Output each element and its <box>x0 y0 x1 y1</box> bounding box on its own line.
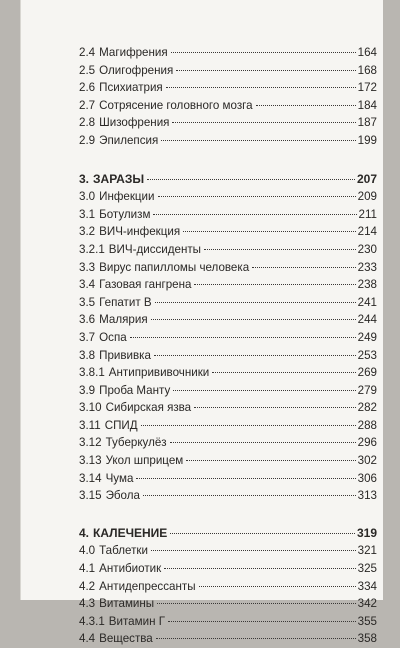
entry-number: 2.6 <box>79 81 96 95</box>
dot-leader <box>136 478 355 479</box>
entry-title: Чума <box>105 471 134 485</box>
entry-number: 3.4 <box>79 278 96 292</box>
page-number: 282 <box>357 401 377 415</box>
dot-leader <box>130 337 356 338</box>
dot-leader <box>176 70 355 71</box>
entry-title: Газовая гангрена <box>99 278 192 292</box>
dot-leader <box>173 390 355 391</box>
entry-title: Витамины <box>99 597 155 611</box>
dot-leader <box>151 319 356 320</box>
dot-leader <box>170 533 355 534</box>
entry-title: Проба Манту <box>99 383 171 397</box>
page-number: 241 <box>357 295 377 309</box>
page-number: 321 <box>357 544 377 558</box>
page-number: 214 <box>357 225 377 239</box>
toc-entry <box>79 630 377 648</box>
page-number: 279 <box>357 383 377 397</box>
toc-entry <box>79 542 377 560</box>
toc-entry <box>79 206 377 224</box>
entry-number: 4.4 <box>79 632 96 646</box>
dot-leader <box>199 586 356 587</box>
dot-leader <box>172 122 355 123</box>
entry-number: 3.0 <box>79 190 96 204</box>
toc-entry <box>79 97 377 115</box>
page-number: 358 <box>357 632 377 646</box>
entry-title: Олигофрения <box>99 63 174 77</box>
toc-entry <box>79 470 377 488</box>
toc-section <box>79 525 377 648</box>
entry-title: Антибиотик <box>99 562 162 576</box>
toc-entry <box>79 62 377 80</box>
toc-entry <box>79 452 377 470</box>
entry-title: Эпилепсия <box>99 133 159 147</box>
toc-entry <box>79 487 377 505</box>
toc-entry <box>79 114 377 132</box>
entry-number: 3.3 <box>79 260 96 274</box>
section-heading <box>79 525 377 543</box>
entry-number: 2.5 <box>79 63 96 77</box>
entry-number: 2.9 <box>79 133 96 147</box>
entry-title: ЗАРАЗЫ <box>93 171 145 186</box>
page-number: 253 <box>357 348 377 362</box>
toc-entry <box>79 595 377 613</box>
toc-entry <box>79 578 377 596</box>
entry-number: 2.8 <box>79 116 96 130</box>
page-number: 249 <box>357 330 377 344</box>
dot-leader <box>141 425 356 426</box>
entry-title: КАЛЕЧЕНИЕ <box>93 525 168 540</box>
dot-leader <box>143 495 356 496</box>
entry-number: 3.8.1 <box>79 366 105 380</box>
entry-title: Антипрививочники <box>108 366 210 380</box>
toc-entry <box>79 613 377 631</box>
toc-section <box>79 44 377 150</box>
entry-title: Оспа <box>99 330 127 344</box>
dot-leader <box>170 442 356 443</box>
toc-entry <box>79 79 377 97</box>
entry-number: 3.14 <box>79 471 102 485</box>
entry-title: Ботулизм <box>99 207 151 221</box>
page-number: 172 <box>357 81 377 95</box>
dot-leader <box>156 638 356 639</box>
page-number: 209 <box>357 190 377 204</box>
entry-title: Антидепрессанты <box>99 579 196 593</box>
toc-entry <box>79 434 377 452</box>
dot-leader <box>161 140 355 141</box>
entry-title: Шизофрения <box>99 116 170 130</box>
toc-entry <box>79 44 377 62</box>
toc-entry <box>79 132 377 150</box>
entry-number: 3.2 <box>79 225 96 239</box>
page-number: 207 <box>356 171 377 186</box>
dot-leader <box>147 179 355 180</box>
dot-leader <box>194 284 355 285</box>
dot-leader <box>194 407 356 408</box>
entry-number: 3.2.1 <box>79 242 105 256</box>
toc-entry <box>79 560 377 578</box>
dot-leader <box>212 372 355 373</box>
entry-number: 2.4 <box>79 46 96 59</box>
entry-title: Витамин Г <box>108 614 165 628</box>
entry-number: 3.12 <box>79 436 102 450</box>
entry-number: 4.1 <box>79 562 96 576</box>
toc-entry <box>79 311 377 329</box>
entry-title: Вирус папилломы человека <box>99 260 250 274</box>
entry-number: 3.5 <box>79 295 96 309</box>
entry-number: 4.3 <box>79 597 96 611</box>
entry-number: 3. <box>79 171 90 186</box>
dot-leader <box>151 550 356 551</box>
dot-leader <box>186 460 355 461</box>
page-number: 238 <box>357 278 377 292</box>
page-number: 230 <box>357 242 377 256</box>
page-number: 306 <box>357 471 377 485</box>
page-number: 296 <box>357 436 377 450</box>
entry-title: Сотрясение головного мозга <box>99 98 253 112</box>
entry-title: СПИД <box>104 418 138 432</box>
entry-title: Магифрения <box>99 46 168 59</box>
table-of-contents <box>79 44 377 648</box>
dot-leader <box>256 105 356 106</box>
entry-number: 3.1 <box>79 207 96 221</box>
toc-entry <box>79 223 377 241</box>
page-number: 211 <box>358 207 377 221</box>
entry-number: 4.0 <box>79 544 96 558</box>
toc-entry <box>79 382 377 400</box>
dot-leader <box>252 267 356 268</box>
entry-title: Вещества <box>99 632 153 646</box>
entry-number: 3.8 <box>79 348 96 362</box>
toc-entry <box>79 364 377 382</box>
entry-title: Сибирская язва <box>105 401 192 415</box>
page-number: 325 <box>357 562 377 576</box>
page-number: 269 <box>357 366 377 380</box>
toc-entry <box>79 188 377 206</box>
entry-number: 3.9 <box>79 383 96 397</box>
entry-title: Укол шприцем <box>105 454 184 468</box>
dot-leader <box>155 302 356 303</box>
toc-entry <box>79 329 377 347</box>
entry-title: Психиатрия <box>99 81 163 95</box>
entry-number: 3.15 <box>79 489 102 503</box>
dot-leader <box>166 87 356 88</box>
page-number: 187 <box>357 116 377 130</box>
page-number: 168 <box>357 63 377 77</box>
toc-entry <box>79 417 377 435</box>
entry-number: 3.7 <box>79 330 96 344</box>
page-number: 355 <box>357 614 377 628</box>
entry-title: ВИЧ-диссиденты <box>108 242 202 256</box>
page-number: 164 <box>357 46 377 59</box>
toc-entry <box>79 347 377 365</box>
entry-number: 3.10 <box>79 401 102 415</box>
entry-number: 2.7 <box>79 98 96 112</box>
entry-number: 3.6 <box>79 313 96 327</box>
page-number: 199 <box>357 133 377 147</box>
page-number: 342 <box>357 597 377 611</box>
entry-title: Прививка <box>99 348 151 362</box>
page-number: 313 <box>357 489 377 503</box>
entry-title: Малярия <box>99 313 148 327</box>
page-number: 319 <box>356 525 377 540</box>
section-heading <box>79 171 377 189</box>
dot-leader <box>157 603 356 604</box>
entry-title: Гепатит В <box>99 295 152 309</box>
toc-entry <box>79 399 377 417</box>
dot-leader <box>164 568 355 569</box>
entry-title: Таблетки <box>99 544 148 558</box>
page-number: 244 <box>357 313 377 327</box>
entry-number: 4. <box>79 525 90 540</box>
dot-leader <box>204 249 356 250</box>
entry-title: Инфекции <box>99 190 155 204</box>
dot-leader <box>168 621 356 622</box>
book-page <box>20 0 383 646</box>
toc-section <box>79 171 377 505</box>
dot-leader <box>153 214 356 215</box>
page-number: 288 <box>357 418 377 432</box>
entry-title: Туберкулёз <box>105 436 167 450</box>
page-number: 233 <box>357 260 377 274</box>
entry-number: 4.3.1 <box>79 614 105 628</box>
toc-entry <box>79 276 377 294</box>
entry-title: Эбола <box>105 489 140 503</box>
dot-leader <box>154 355 356 356</box>
toc-entry <box>79 294 377 312</box>
dot-leader <box>183 231 356 232</box>
page-number: 184 <box>357 98 377 112</box>
page-number: 302 <box>357 454 377 468</box>
entry-number: 4.2 <box>79 579 96 593</box>
page-number: 334 <box>357 579 377 593</box>
entry-number: 3.11 <box>79 418 101 432</box>
toc-entry <box>79 241 377 259</box>
dot-leader <box>158 196 356 197</box>
dot-leader <box>171 52 356 53</box>
entry-number: 3.13 <box>79 454 102 468</box>
toc-entry <box>79 259 377 277</box>
entry-title: ВИЧ-инфекция <box>99 225 181 239</box>
